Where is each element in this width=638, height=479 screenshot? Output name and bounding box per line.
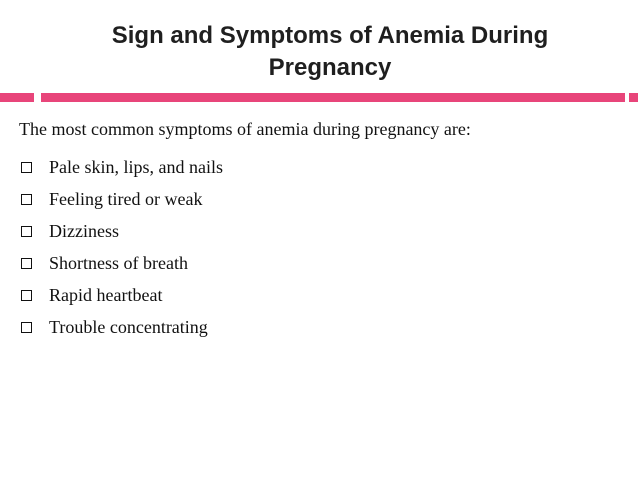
checkbox-icon <box>21 162 32 173</box>
symptom-list <box>19 151 223 343</box>
checkbox-icon <box>21 322 32 333</box>
checkbox-icon <box>21 194 32 205</box>
checkbox-icon <box>21 226 32 237</box>
list-item <box>19 311 223 343</box>
list-item <box>19 279 223 311</box>
slide-title <box>40 20 620 84</box>
accent-bar-main <box>41 93 625 102</box>
list-item-text: Pale skin, lips, and nails <box>49 156 223 177</box>
slide-title-line-2: Pregnancy <box>268 54 392 81</box>
list-item-text: Dizziness <box>49 220 119 241</box>
slide-title-line-1: Sign and Symptoms of Anemia During <box>111 22 549 49</box>
list-item-text: Rapid heartbeat <box>49 284 163 305</box>
list-item <box>19 215 223 247</box>
list-item-text: Trouble concentrating <box>49 316 208 337</box>
accent-bar-right <box>629 93 638 102</box>
list-item <box>19 247 223 279</box>
list-item-text: Shortness of breath <box>49 252 188 273</box>
intro-text: The most common symptoms of anemia during pregnancy are: <box>19 119 471 139</box>
list-item-text: Feeling tired or weak <box>49 188 203 209</box>
list-item <box>19 183 223 215</box>
list-item <box>19 151 223 183</box>
checkbox-icon <box>21 290 32 301</box>
accent-bar-left <box>0 93 34 102</box>
checkbox-icon <box>21 258 32 269</box>
